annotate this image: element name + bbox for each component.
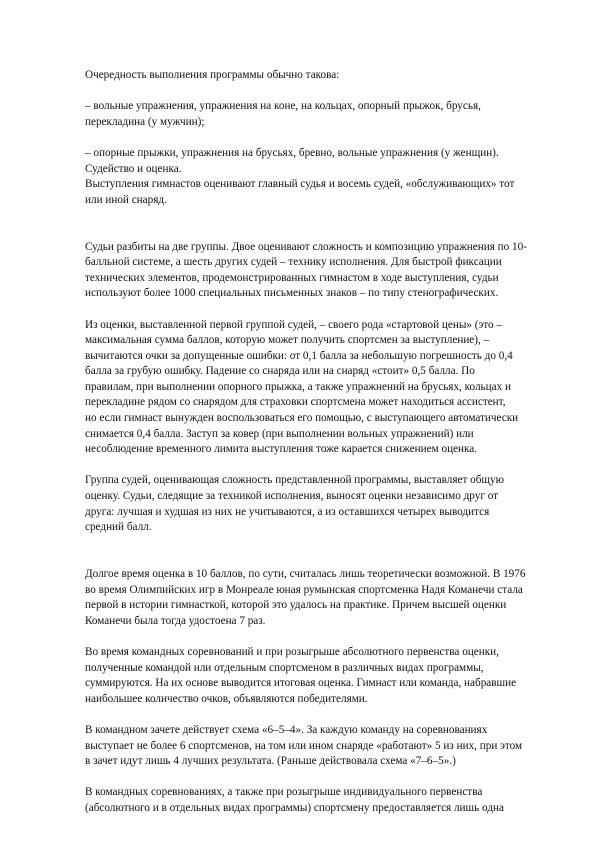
text-line: Группа судей, оценивающая сложность представленной программы, выставляет общую: [85, 474, 504, 487]
text-line: Команечи была тогда удостоена 7 раз.: [85, 614, 266, 627]
text-line: правилам, при выполнении опорного прыжка, а также упражнений на брусьях, кольцах и: [85, 380, 511, 393]
text-line: балльной системе, а шесть других судей – технику исполнения. Для быстрой фиксации: [85, 256, 502, 269]
text-line: вычитаются очки за допущенные ошибки: от 0,1 балла за небольшую погрешность до 0,4: [85, 349, 513, 362]
text-line: полученные командой или отдельным спортсменом в различных видах программы,: [85, 661, 484, 674]
text-line: перекладине рядом со снарядом для страховки спортсмена может находиться ассистент,: [85, 396, 506, 409]
paragraph-individual: [85, 785, 535, 816]
paragraph-team-scheme: [85, 723, 535, 770]
text-line: Выступления гимнастов оценивают главный судья и восемь судей, «обслуживающих» тот: [85, 178, 515, 191]
document-body: [85, 68, 535, 817]
text-line: Судьи разбиты на две группы. Двое оценивают сложность и композицию упражнения по 10-: [85, 240, 527, 253]
paragraph-men-apparatus: [85, 99, 535, 130]
text-line: наибольшее количество очков, объявляются победителями.: [85, 692, 368, 705]
text-line: Долгое время оценка в 10 баллов, по сути, считалась лишь теоретически возможной. В 1976: [85, 568, 526, 580]
text-line: технических элементов, продемонстрированных гимнастом в ходе выступления, судьи: [85, 271, 499, 284]
paragraph-complexity-group: [85, 473, 535, 535]
paragraph-perfect-ten: [85, 567, 535, 629]
paragraph-intro: [85, 68, 535, 84]
text-line: Во время командных соревнований и при розыгрыше абсолютного первенства оценки,: [85, 645, 499, 658]
text-line: средний балл.: [85, 521, 152, 534]
paragraph-women-apparatus: [85, 146, 535, 208]
text-line: В командных соревнованиях, а также при розыгрыше индивидуального первенства: [85, 786, 483, 799]
text-line: (абсолютного и в отдельных видах программы) спортсмену предоставляется лишь одна: [85, 801, 504, 814]
paragraph-team-scoring: [85, 645, 535, 707]
text-line: первой в истории гимнасткой, которой это удалось на практике. Причем высшей оценки: [85, 599, 507, 612]
text-line: Очередность выполнения программы обычно такова:: [85, 69, 340, 81]
text-line: оценку. Судьи, следящие за техникой исполнения, выносят оценки независимо друг от: [85, 490, 499, 503]
text-line: или иной снаряд.: [85, 193, 167, 206]
text-line: Из оценки, выставленной первой группой судей, – своего рода «стартовой цены» (это –: [85, 318, 502, 331]
paragraph-deductions: [85, 318, 535, 458]
text-line: используют более 1000 специальных письменных знаков – по типу стенографических.: [85, 287, 499, 300]
text-line: – опорные прыжки, упражнения на брусьях, бревно, вольные упражнения (у женщин).: [85, 146, 499, 159]
text-line: максимальная сумма баллов, которую может получить спортсмен за выступление), –: [85, 334, 490, 347]
text-line: В командном зачете действует схема «6–5–4». За каждую команду на соревнованиях: [85, 723, 488, 736]
text-line: балла за грубую ошибку. Падение со снаряда или на снаряд «стоит» 0,5 балла. По: [85, 365, 475, 378]
text-line: в зачет идут лишь 4 лучших результата. (Раньше действовала схема «7–6–5».): [85, 755, 456, 768]
text-line: суммируются. На их основе выводится итоговая оценка. Гимнаст или команда, набравшие: [85, 677, 517, 690]
paragraph-judge-groups: [85, 240, 535, 302]
text-line: несоблюдение временного лимита выступления тоже карается снижением оценка.: [85, 443, 478, 456]
text-line: во время Олимпийских игр в Монреале юная румынская спортсменка Надя Команечи стала: [85, 583, 523, 596]
text-line: снимается 0,4 балла. Заступ за ковер (при выполнении вольных упражнений) или: [85, 427, 474, 440]
section-heading: Судейство и оценка.: [85, 162, 182, 175]
text-line: – вольные упражнения, упражнения на коне, на кольцах, опорный прыжок, брусья,: [85, 100, 481, 113]
text-line: выступает не более 6 спортсменов, на том или ином снаряде «работают» 5 из них, при этом: [85, 739, 523, 752]
text-line: но если гимнаст вынужден воспользоваться его помощью, с выступающего автоматически: [85, 412, 519, 425]
text-line: друга: лучшая и худшая из них не учитываются, а из оставшихся четырех выводится: [85, 505, 490, 518]
text-line: перекладина (у мужчин);: [85, 115, 205, 128]
